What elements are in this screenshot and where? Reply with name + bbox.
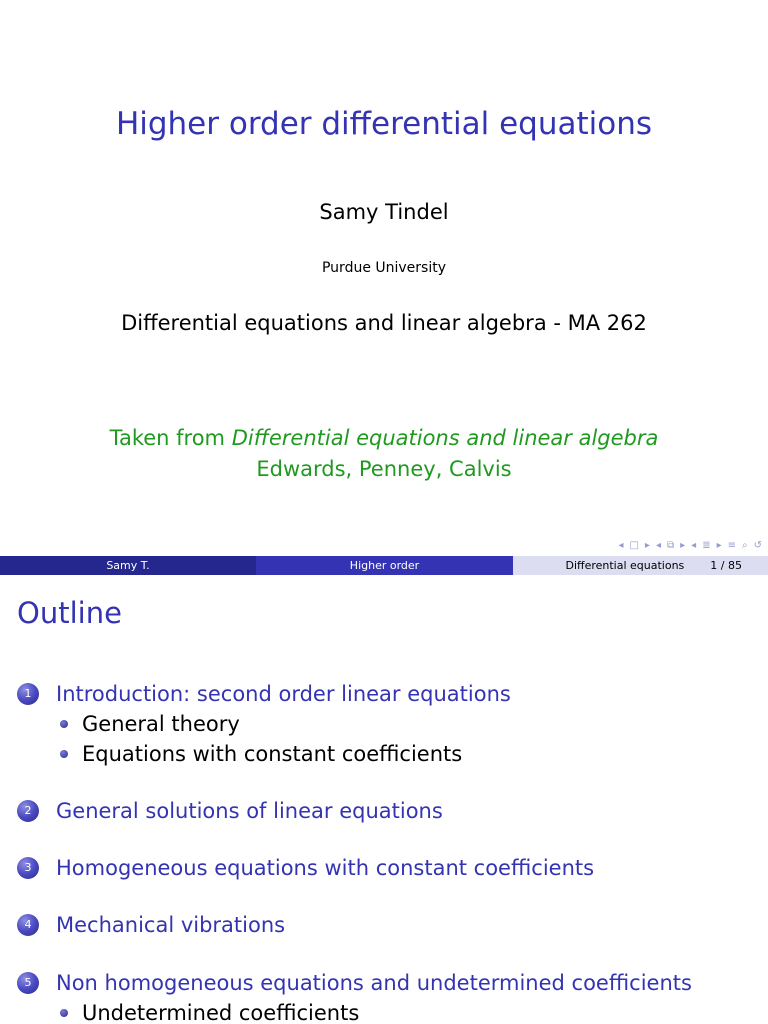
source-book-title: Differential equations and linear algebra — [231, 426, 659, 450]
section-number-ball: 4 — [17, 914, 39, 936]
bullet-icon — [60, 720, 68, 728]
footer-title: Higher order — [256, 556, 513, 575]
toc-subsection-1-1[interactable] — [60, 710, 240, 738]
section-number-ball: 3 — [17, 857, 39, 879]
footer-subject: Differential equations — [565, 559, 685, 572]
nav-align-icon[interactable]: ≡ — [727, 539, 736, 551]
presentation-title: Higher order differential equations — [115, 106, 653, 142]
toc-section-label: Mechanical vibrations — [56, 913, 286, 937]
toc-section-1[interactable] — [17, 680, 511, 708]
author-name: Samy Tindel — [319, 200, 449, 224]
slide-footer — [0, 556, 768, 575]
nav-next-frame-icon[interactable]: ▸ — [644, 539, 650, 551]
section-number-ball: 5 — [17, 972, 39, 994]
beamer-navigation-bar — [618, 537, 762, 553]
toc-section-5[interactable] — [17, 969, 692, 997]
toc-subsection-label: Undetermined coefficients — [82, 1001, 360, 1024]
bullet-icon — [60, 750, 68, 758]
nav-frame-icon[interactable]: □ — [629, 539, 639, 551]
nav-next-section-icon[interactable]: ▸ — [716, 539, 722, 551]
source-authors: Edwards, Penney, Calvis — [256, 457, 512, 481]
institute-name: Purdue University — [321, 260, 447, 276]
section-number-ball: 1 — [17, 683, 39, 705]
nav-next-subsection-icon[interactable]: ▸ — [680, 539, 686, 551]
source-prefix: Taken from — [109, 426, 232, 450]
outline-slide — [0, 576, 768, 1024]
toc-section-3[interactable] — [17, 854, 594, 882]
nav-back-icon[interactable]: ↺ — [753, 539, 762, 551]
toc-section-label: Non homogeneous equations and undetermined coefficients — [56, 971, 692, 995]
nav-section-icon[interactable]: ≣ — [702, 539, 711, 551]
section-number-ball: 2 — [17, 800, 39, 822]
toc-subsection-label: Equations with constant coefficients — [82, 742, 463, 766]
bullet-icon — [60, 1009, 68, 1017]
source-line — [0, 423, 768, 454]
nav-search-icon[interactable]: ⌕ — [742, 539, 748, 551]
toc-subsection-1-2[interactable] — [60, 740, 462, 768]
toc-subsection-5-1[interactable] — [60, 999, 359, 1024]
toc-section-4[interactable] — [17, 911, 285, 939]
course-name: Differential equations and linear algebra - MA 262 — [121, 311, 647, 335]
source-credit — [0, 423, 768, 485]
nav-subsection-icon[interactable]: ⧉ — [666, 539, 675, 551]
nav-prev-section-icon[interactable]: ◂ — [691, 539, 697, 551]
nav-prev-frame-icon[interactable]: ◂ — [618, 539, 624, 551]
footer-info — [513, 556, 768, 575]
toc-section-2[interactable] — [17, 797, 443, 825]
footer-page-number: 1 / 85 — [710, 559, 742, 572]
nav-prev-subsection-icon[interactable]: ◂ — [655, 539, 661, 551]
footer-author: Samy T. — [0, 556, 256, 575]
toc-section-label: Introduction: second order linear equations — [56, 682, 511, 706]
toc-section-label: General solutions of linear equations — [56, 799, 443, 823]
toc-section-label: Homogeneous equations with constant coefficients — [56, 856, 595, 880]
frame-title: Outline — [17, 596, 122, 630]
toc-subsection-label: General theory — [82, 712, 240, 736]
